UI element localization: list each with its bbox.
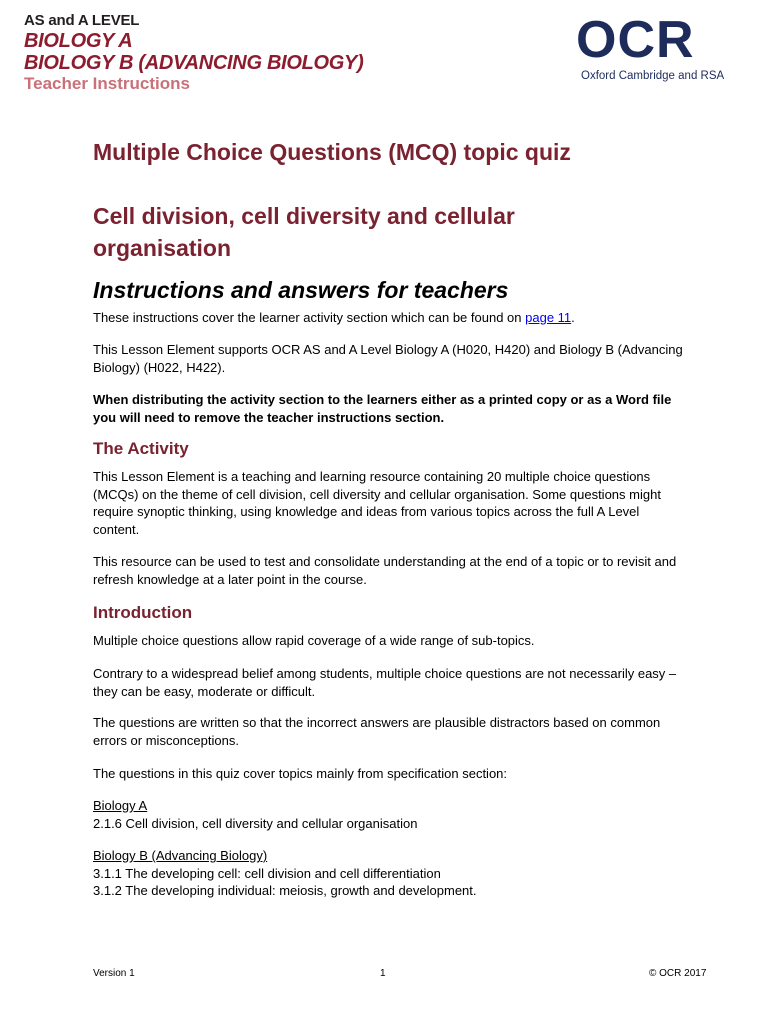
biology-b-item-2: 3.1.2 The developing individual: meiosis, growth and development. <box>93 883 477 898</box>
introduction-paragraph-4: The questions in this quiz cover topics mainly from specification section: <box>93 766 508 781</box>
warning-paragraph: When distributing the activity section to the learners either as a printed copy or as a Word file you will need to remove the teacher instructions section. <box>93 392 672 425</box>
biology-a-item: 2.1.6 Cell division, cell diversity and cellular organisation <box>93 815 418 831</box>
subject-a-label: BIOLOGY A <box>24 30 133 52</box>
topic-title: Cell division, cell diversity and cellular organisation <box>93 203 515 261</box>
introduction-paragraph-1: Multiple choice questions allow rapid coverage of a wide range of sub-topics. <box>93 633 535 648</box>
footer-page-number: 1 <box>380 968 386 979</box>
ocr-logo <box>576 11 740 90</box>
page-header <box>0 0 768 100</box>
logo-tagline: Oxford Cambridge and RSA <box>581 70 725 82</box>
footer-version: Version 1 <box>93 968 135 979</box>
level-label: AS and A LEVEL <box>24 12 140 29</box>
activity-heading: The Activity <box>93 439 189 458</box>
biology-b-section <box>93 847 683 900</box>
biology-a-section <box>93 797 683 832</box>
logo-wordmark: OCR <box>576 11 695 69</box>
introduction-paragraph-2: Contrary to a widespread belief among students, multiple choice questions are not necessarily easy – they can be easy, moderate or difficult. <box>93 666 677 699</box>
footer-copyright: © OCR 2017 <box>649 968 707 979</box>
page-link[interactable]: page 11 <box>525 310 572 325</box>
document-subtitle: Instructions and answers for teachers <box>93 277 509 303</box>
intro-text: These instructions cover the learner activity section which can be found on <box>93 310 526 325</box>
activity-paragraph-1: This Lesson Element is a teaching and learning resource containing 20 multiple choice questions (MCQs) on the theme of cell division, cell diversity and cellular organisation. Some questions might require synoptic thinking, using knowledge and ideas from various topics across the full A Level content. <box>93 469 661 537</box>
introduction-paragraph-3: The questions are written so that the incorrect answers are plausible distractors based on common errors or misconceptions. <box>93 715 661 748</box>
biology-b-label: Biology B (Advancing Biology) <box>93 848 268 863</box>
introduction-heading: Introduction <box>93 603 193 622</box>
intro-text-end: . <box>571 310 575 325</box>
audience-label: Teacher Instructions <box>24 74 190 93</box>
document-title: Multiple Choice Questions (MCQ) topic quiz <box>93 139 571 165</box>
subject-b-label: BIOLOGY B (ADVANCING BIOLOGY) <box>24 52 364 74</box>
supports-paragraph: This Lesson Element supports OCR AS and A Level Biology A (H020, H420) and Biology B (Advancing Biology) (H022, H422). <box>93 342 683 375</box>
biology-b-item-1: 3.1.1 The developing cell: cell division and cell differentiation <box>93 865 441 881</box>
biology-a-label: Biology A <box>93 798 148 813</box>
activity-paragraph-2: This resource can be used to test and consolidate understanding at the end of a topic or to revisit and refresh knowledge at a later point in the course. <box>93 554 677 587</box>
intro-paragraph <box>93 309 683 327</box>
